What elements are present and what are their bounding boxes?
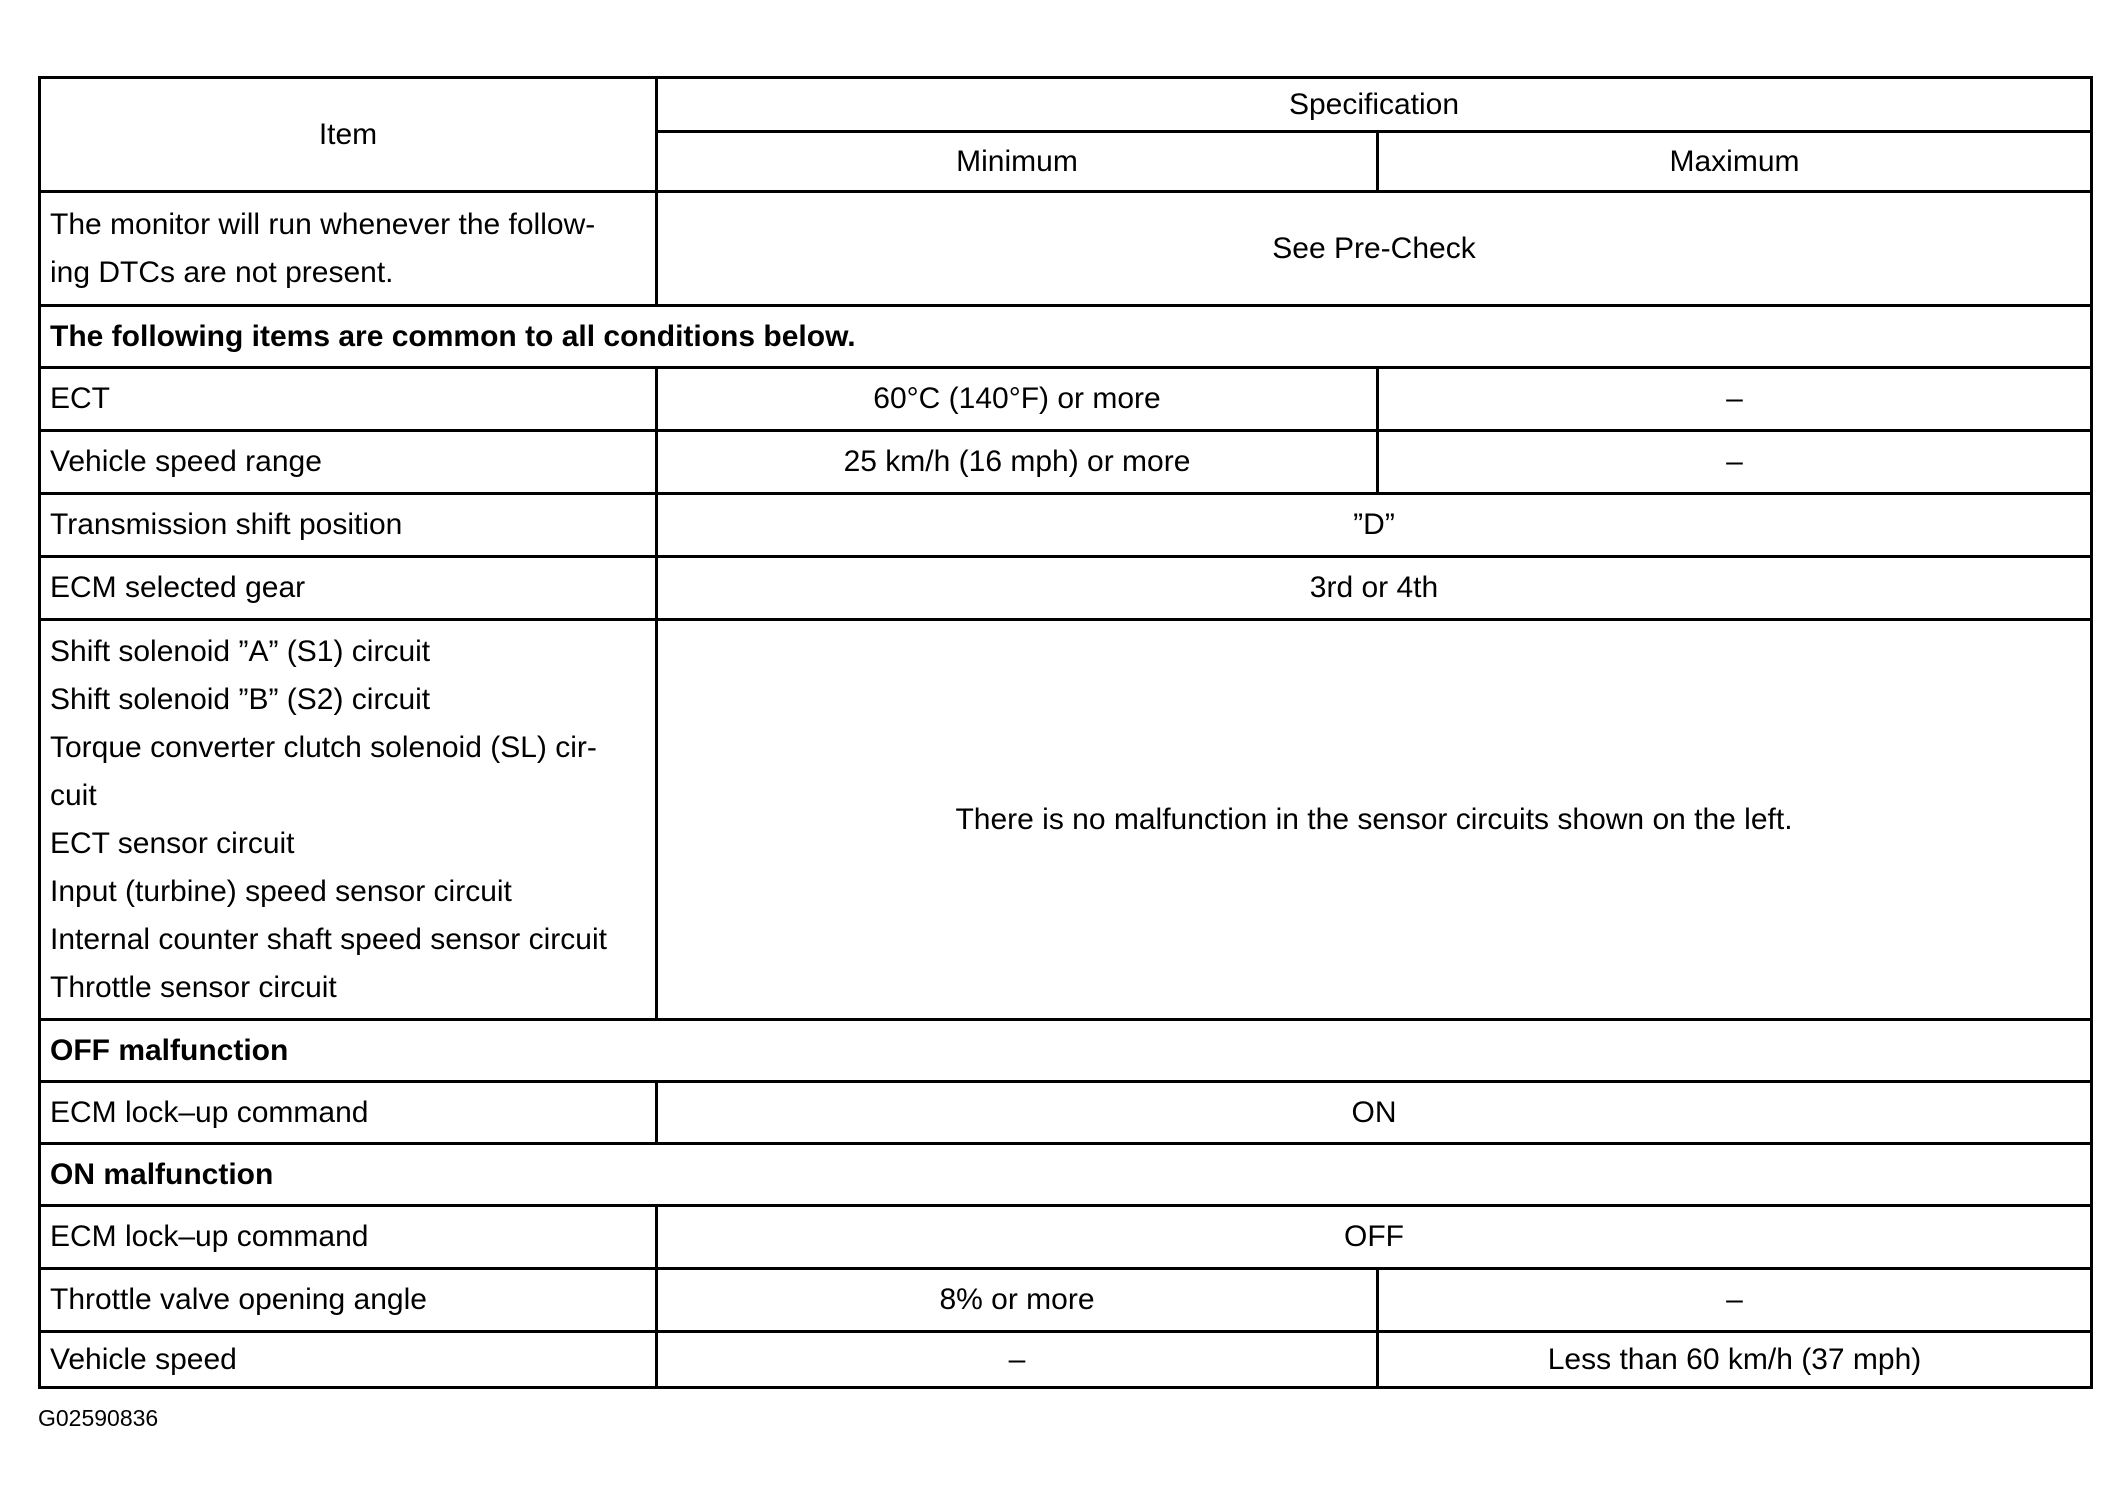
table-row-throttle-angle [40,1269,2092,1332]
selected-gear-item: ECM selected gear [40,557,657,620]
off-lockup-item: ECM lock–up command [40,1082,657,1144]
header-item: Item [40,78,657,192]
specification-table [38,76,2093,1389]
section-on-malfunction: ON malfunction [40,1144,2092,1206]
off-lockup-value: ON [657,1082,2092,1144]
on-lockup-value: OFF [657,1206,2092,1269]
monitor-value: See Pre-Check [657,192,2092,306]
circuit-item-throttle: Throttle sensor circuit [50,970,337,1004]
ect-minimum: 60°C (140°F) or more [657,368,1378,431]
section-row-common [40,306,2092,368]
section-row-on [40,1144,2092,1206]
vehicle-speed-minimum: – [657,1332,1378,1388]
figure-id: G02590836 [38,1405,159,1431]
circuits-item [40,620,657,1020]
table-row-shift-position [40,494,2092,557]
shift-position-value: ”D” [657,494,2092,557]
vehicle-speed-maximum: Less than 60 km/h (37 mph) [1378,1332,2092,1388]
header-maximum: Maximum [1378,132,2092,192]
monitor-item [40,192,657,306]
circuit-item-input-speed: Input (turbine) speed sensor circuit [50,874,512,908]
ect-item: ECT [40,368,657,431]
circuits-value: There is no malfunction in the sensor circuits shown on the left. [657,620,2092,1020]
header-row [40,78,2092,132]
table-row-selected-gear [40,557,2092,620]
selected-gear-value: 3rd or 4th [657,557,2092,620]
section-off-malfunction: OFF malfunction [40,1020,2092,1082]
throttle-angle-item: Throttle valve opening angle [40,1269,657,1332]
table-row-ect [40,368,2092,431]
table-row-circuits [40,620,2092,1020]
monitor-item-line2: ing DTCs are not present. [50,255,394,289]
header-specification: Specification [657,78,2092,132]
section-row-off [40,1020,2092,1082]
section-common: The following items are common to all conditions below. [40,306,2092,368]
circuit-item-s2: Shift solenoid ”B” (S2) circuit [50,682,431,716]
table-row-vehicle-speed-range [40,431,2092,494]
shift-position-item: Transmission shift position [40,494,657,557]
ect-maximum: – [1378,368,2092,431]
vehicle-speed-range-minimum: 25 km/h (16 mph) or more [657,431,1378,494]
circuit-item-ect-sensor: ECT sensor circuit [50,826,295,860]
table-row-vehicle-speed [40,1332,2092,1388]
monitor-item-line1: The monitor will run whenever the follow- [50,207,596,241]
table-row-off-lockup [40,1082,2092,1144]
header-minimum: Minimum [657,132,1378,192]
table-row-on-lockup [40,1206,2092,1269]
circuit-item-s1: Shift solenoid ”A” (S1) circuit [50,634,431,668]
throttle-angle-maximum: – [1378,1269,2092,1332]
on-lockup-item: ECM lock–up command [40,1206,657,1269]
vehicle-speed-item: Vehicle speed [40,1332,657,1388]
vehicle-speed-range-item: Vehicle speed range [40,431,657,494]
circuit-item-sl-cont: cuit [50,778,97,812]
table-row-monitor [40,192,2092,306]
circuit-item-sl: Torque converter clutch solenoid (SL) cir- [50,730,597,764]
circuit-item-counter-shaft: Internal counter shaft speed sensor circuit [50,922,607,956]
throttle-angle-minimum: 8% or more [657,1269,1378,1332]
vehicle-speed-range-maximum: – [1378,431,2092,494]
